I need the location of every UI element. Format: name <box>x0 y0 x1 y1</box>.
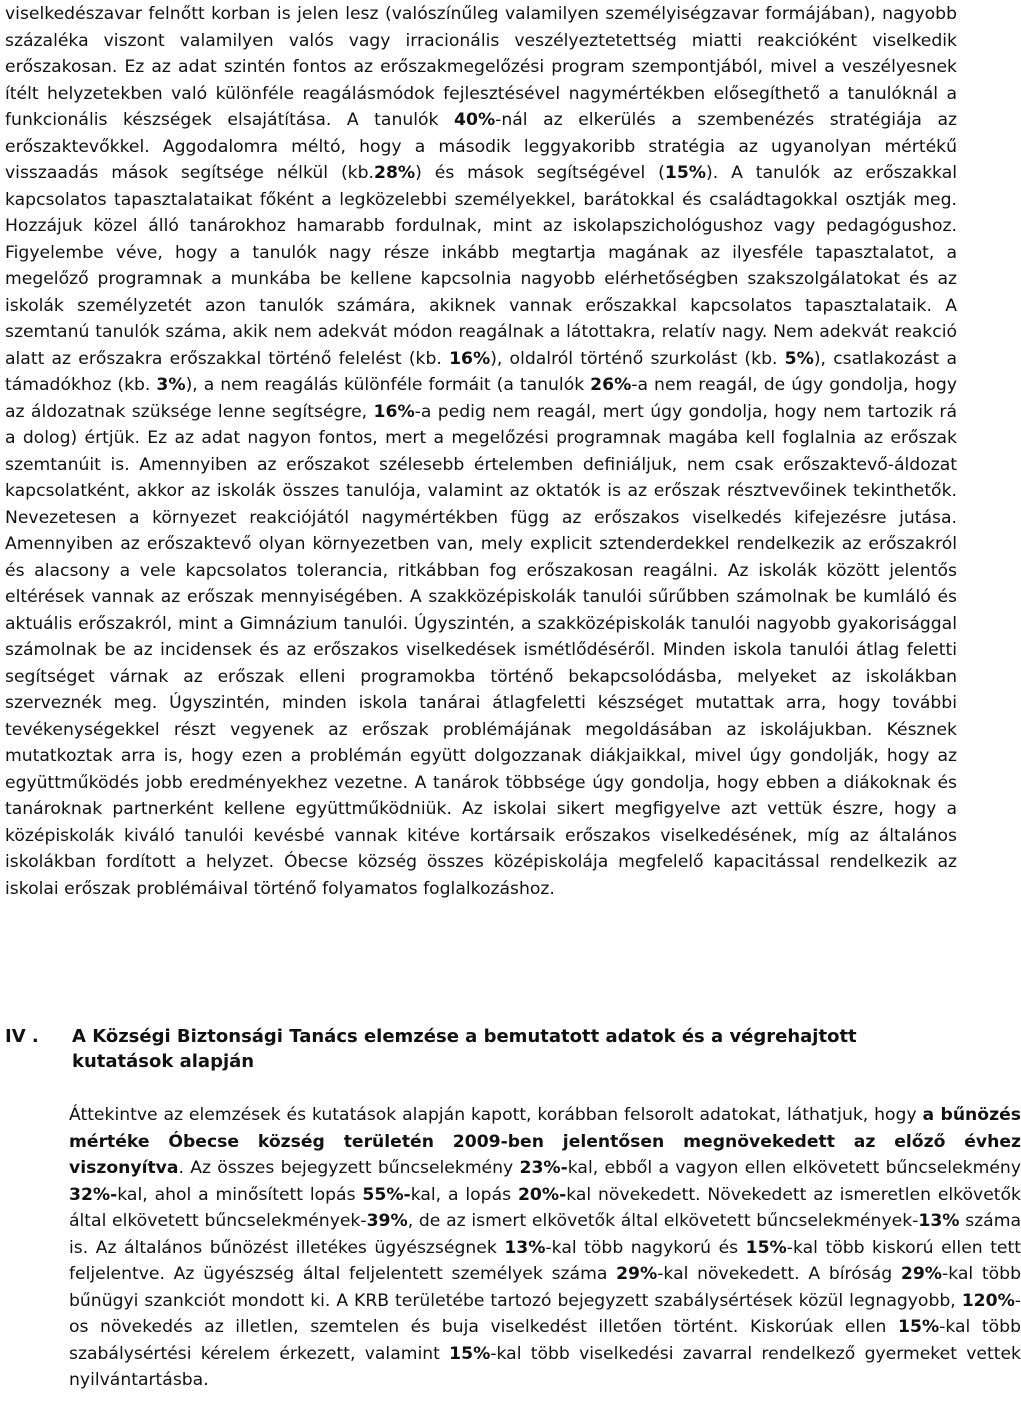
text-run: -a nem reagál, de úgy gondolja, hogy az áldozatnak szüksége lenne segítségre, <box>5 375 957 422</box>
text-run: száma is. Az általános bűnözést illetékes ügyészségnek <box>69 1211 1021 1258</box>
emphasis-text: 28% <box>374 163 416 183</box>
text-run: -kal több bűnügyi szankciót mondott ki. A KRB területébe tartozó bejegyzett szabálysértések közül legnagyobb, <box>69 1264 1021 1311</box>
emphasis-text: 29% <box>900 1264 943 1284</box>
section-heading <box>5 1024 957 1074</box>
emphasis-text: 15% <box>664 163 707 183</box>
text-run: -kal több viselkedési zavarral rendelkező gyermeket vettek nyilvántartásba. <box>69 1343 1021 1390</box>
text-run: , de az ismert elkövetők által elkövetett bűncselekmények- <box>407 1211 919 1231</box>
emphasis-text: 3% <box>156 375 186 395</box>
text-run: . Az összes bejegyzett bűncselekmény <box>178 1158 520 1178</box>
emphasis-text: 15% <box>449 1343 491 1364</box>
emphasis-text: 16% <box>373 401 415 422</box>
section-paragraph <box>5 1102 1021 1394</box>
text-run: -a pedig nem reagál, mert úgy gondolja, hogy nem tartozik rá a dolog) értjük. Ez az adat nagyon fontos, mert a megelőzési programnak magába kell foglalnia az erőszak szemtanúit is. Amennyiben az erőszakot szélesebb értelemben definiáljuk, nem csak erőszaktevő-áldozat kapcsolatként, akkor az iskolák összes tanulója, valamint az oktatók is az erőszak résztvevőinek tekinthetők. Nevezetesen a környezet reakciójától nagymértékben függ az erőszakos viselkedés kifejezésre jutása. Amennyiben az erőszaktevő olyan környezetben van, mely explicit sztenderdekkel rendelkezik az erőszakról és alacsony a vele kapcsolatos tolerancia, ritkábban fog erőszakosan reagálni. Az iskolák között jelentős eltérések vannak az erőszak mennyiségében. A szakközépiskolák tanulói sűrűbben számolnak be kumláló és aktuális erőszakról, mint a Gimnázium tanulói. Úgyszintén, a szakközépiskolák tanulói nagyobb gyakorisággal számolnak be az incidensek és az erőszakos viselkedések ismétlődéséről. Minden iskola tanulói átlag feletti segítséget várnak az erőszak elleni programokba történő bekapcsolódásba, melyeket az iskolákban szerveznék meg. Úgyszintén, minden iskola tanárai átlagfeletti készséget mutattak arra, hogy további tevékenységekkel részt vegyenek az erőszak problémájának megoldásában az iskolájukban. Késznek mutatkoztak arra is, hogy ezen a problémán együtt dolgozzanak diákjaikkal, mivel úgy gondolják, hogy az együttműködés jobb eredményekhez vezetne. A tanárok többsége úgy gondolja, hogy ebben a diákoknak és tanároknak partnerként kellene együttműködniük. Az iskolai sikert megfigyelve azt vettük észre, hogy a középiskolák kiváló tanulói kevésbé vannak kitéve kortársaik erőszakos viselkedésének, míg az általános iskolákban fordított a helyzet. Óbecse község összes középiskolája megfelelő kapacitással rendelkezik az iskolai erőszak problémáival történő folyamatos foglalkozáshoz. <box>5 401 957 899</box>
text-run: -kal több kiskorú ellen tett feljelentve. Az ügyészség által feljelentett személyek száma <box>69 1237 1021 1284</box>
text-run: ). A tanulók az erőszakkal kapcsolatos tapasztalataikat főként a legközelebbi személyekkel, barátokkal és családtagokkal osztják meg. Hozzájuk közel álló tanárokhoz hamarabb fordulnak, mint az iskolapszichológushoz vagy pedagógushoz. Figyelembe véve, hogy a tanulók nagy része inkább megtartja magának az ilyesféle tapasztalatot, a megelőző programnak a munkába be kellene kapcsolnia nagyobb elérhetőségben szakszolgálatokat és az iskolák személyzetét azon tanulók számára, akiknek vannak erőszakkal kapcsolatos tapasztalataik. A szemtanú tanulók száma, akik nem adekvát módon reagálnak a látottakra, relatív nagy. Nem adekvát reakció alatt az erőszakra erőszakkal történő felelést (kb. <box>5 163 958 369</box>
emphasis-text: 40% <box>454 110 496 130</box>
text-run: kal, ahol a minősített lopás <box>117 1184 363 1205</box>
emphasis-text: 29% <box>616 1264 658 1284</box>
text-run: viselkedészavar felnőtt korban is jelen lesz (valószínűleg valamilyen személyiségzavar formájában), nagyobb százaléka viszont valamilyen valós vagy irracionális veszélyeztetettség miatti reakcióként viselkedik erőszakosan. Ez az adat szintén fontos az erőszakmegelőzési program szempontjából, mivel a veszélyesnek ítélt helyzetekben való különféle reagálásmódok fejlesztésével nagymértékben elősegíthető a tanulóknál a funkcionális készségek elsajátítása. A tanulók <box>5 4 957 130</box>
section-title: A Községi Biztonsági Tanács elemzése a bemutatott adatok és a végrehajtott kutatások alapján <box>72 1026 857 1072</box>
text-run: -nál az elkerülés a szembenézés stratégiája az erőszaktevőkkel. Aggodalomra méltó, hogy a második leggyakoribb stratégia az ugyanolyan mértékű visszaadás mások segítsége nélkül (kb. <box>5 110 957 183</box>
section-number: IV . <box>5 1026 39 1047</box>
text-run: Áttekintve az elemzések és kutatások alapján kapott, korábban felsorolt adatokat, láthatjuk, hogy <box>69 1105 923 1125</box>
emphasis-text: 5% <box>784 348 814 369</box>
text-run: -kal több szabálysértési kérelem érkezett, valamint <box>69 1317 1021 1364</box>
emphasis-text: 13% <box>504 1237 546 1258</box>
text-run: ) és mások segítségével ( <box>415 163 665 183</box>
text-run: ), csatlakozást a támadókhoz (kb. <box>5 348 958 395</box>
text-run: -kal növekedett. A bíróság <box>657 1264 901 1284</box>
body-paragraph <box>5 1 957 902</box>
emphasis-text: 32%- <box>69 1184 118 1205</box>
emphasis-text: 15% <box>898 1317 940 1337</box>
emphasis-text: 20%- <box>517 1184 567 1205</box>
text-run: -kal több nagykorú és <box>545 1237 746 1258</box>
emphasis-text: 13% <box>918 1211 960 1231</box>
text-run: -os növekedés az illetlen, szemtelen és buja viselkedést illetően történt. Kiskorúak ellen <box>69 1290 1021 1337</box>
text-run: kal növekedett. Növekedett az ismeretlen elkövetők által elkövetett bűncselekmények- <box>69 1184 1021 1231</box>
emphasis-text: 15% <box>745 1237 787 1258</box>
emphasis-text: 26% <box>590 375 632 395</box>
text-run: kal, a lopás <box>410 1184 518 1205</box>
emphasis-text: 16% <box>449 348 491 369</box>
text-run: kal, ebből a vagyon ellen elkövetett bűncselekmény <box>567 1158 1021 1178</box>
emphasis-text: 23%- <box>519 1158 568 1178</box>
emphasis-text: 120% <box>961 1290 1015 1311</box>
emphasis-text: 55%- <box>362 1184 411 1205</box>
text-run: ), oldalról történő szurkolást (kb. <box>490 348 785 369</box>
text-run: ), a nem reagálás különféle formáit (a tanulók <box>185 375 591 395</box>
emphasis-text: 39% <box>366 1211 408 1231</box>
emphasis-text: a bűnözés mértéke Óbecse község területén 2009-ben jelentősen megnövekedett az előző évhez viszonyítva <box>69 1105 1021 1178</box>
